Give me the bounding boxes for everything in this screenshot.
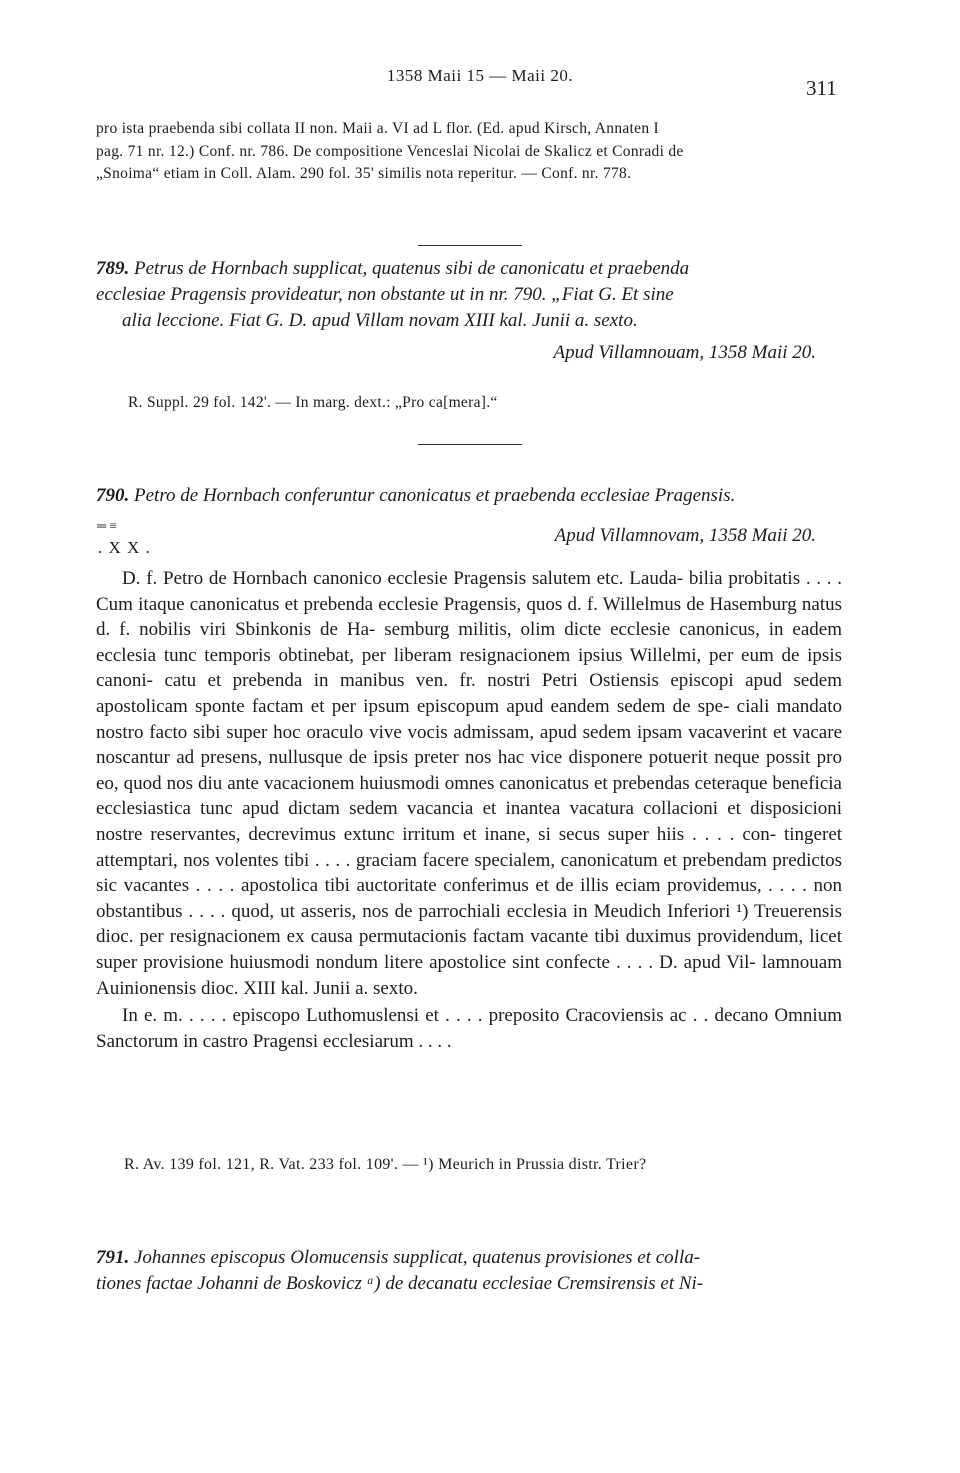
entry-790-source: R. Av. 139 fol. 121, R. Vat. 233 fol. 109'. — ¹) Meurich in Prussia distr. Trier? bbox=[124, 1156, 647, 1173]
running-header: 1358 Maii 15 — Maii 20. bbox=[386, 66, 574, 85]
letter-line: lamnouam Auinionensis dioc. XIII kal. Junii a. sexto. bbox=[96, 951, 843, 999]
entry-790-place-date: Apud Villamnovam, 1358 Maii 20. bbox=[554, 525, 816, 546]
letter-line: ipsam vacaverint et vacare noscantur ad presens, nullusque de ipsis preter nos bbox=[96, 721, 843, 769]
letter-line: semburg militis, olim dicte ecclesie canonicus, in eadem ecclesia tunc temporis bbox=[96, 619, 842, 666]
entry-789-line-2: ecclesiae Pragensis provideatur, non obstante ut in nr. 790. „Fiat G. Et sine bbox=[96, 284, 674, 305]
entry-789-text: Petrus de Hornbach supplicat, quatenus sibi de canonicatu et praebenda bbox=[134, 258, 690, 279]
note-line: pro ista praebenda sibi collata II non. Maii a. VI ad L flor. (Ed. apud Kirsch, Annaten I bbox=[96, 120, 660, 137]
entry-791-text: Johannes episcopus Olomucensis supplicat, quatenus provisiones et colla- bbox=[134, 1247, 701, 1268]
entry-789-line-3: alia leccione. Fiat G. D. apud Villam novam XIII kal. Junii a. sexto. bbox=[122, 310, 638, 331]
letter-line: tingeret attemptari, nos volentes tibi . . . . graciam facere specialem, canonicatum bbox=[96, 823, 843, 871]
entry-790-letter bbox=[96, 566, 842, 1054]
note-line: „Snoima“ etiam in Coll. Alam. 290 fol. 35' similis nota reperitur. — Conf. nr. 778. bbox=[96, 165, 632, 182]
letter-line: et de illis eciam providemus, . . . . non obstantibus . . . . quod, ut asseris, nos bbox=[96, 875, 842, 922]
entry-789-source: R. Suppl. 29 fol. 142'. — In marg. dext.: „Pro ca[mera].“ bbox=[128, 394, 498, 411]
letter-line: reservantes, decrevimus extunc irritum et inane, si secus super hiis . . . . con- bbox=[150, 823, 777, 845]
letter-line: provisione huiusmodi nondum litere apostolice sint confecte . . . . D. apud Vil- bbox=[143, 951, 756, 973]
entry-790-title: Petro de Hornbach conferuntur canonicatus et praebenda ecclesiae Pragensis. bbox=[134, 485, 736, 506]
letter-line: hac vice disponere potuerit neque possit pro eo, quod nos diu ante vacacionem bbox=[96, 747, 843, 794]
note-line: pag. 71 nr. 12.) Conf. nr. 786. De compositione Venceslai Nicolai de Skalicz et Conradi de bbox=[96, 142, 684, 160]
section-divider bbox=[418, 444, 522, 445]
entry-791-line-1 bbox=[96, 1245, 842, 1271]
letter-line: apud dictam sedem vacancia et inantea vacatura collacioni et disposicioni nostre bbox=[96, 798, 843, 845]
letter-line: de parrochiali ecclesia in Meudich Inferiori ¹) Treuerensis dioc. per resignacionem bbox=[96, 900, 842, 948]
page-number: 311 bbox=[806, 76, 837, 100]
letter-line: bilia probitatis . . . . Cum itaque canonicatus et prebenda ecclesie Pragensis, bbox=[96, 568, 842, 615]
letter-line: quos d. f. Willelmus de Hasemburg natus d. f. nobilis viri Sbinkonis de Ha- bbox=[96, 593, 843, 641]
entry-789-place-date: Apud Villamnouam, 1358 Maii 20. bbox=[553, 342, 816, 363]
entry-number: 791. bbox=[96, 1247, 130, 1268]
entry-791-line-2: tiones factae Johanni de Boskovicz ᵃ) de decanatu ecclesiae Cremsirensis et Ni- bbox=[96, 1273, 704, 1294]
letter-line: et prebendam predictos sic vacantes . . . . apostolica tibi auctoritate conferimus bbox=[96, 849, 843, 897]
letter-line: huiusmodi omnes canonicatus et prebendas ceteraque beneficia ecclesiastica tunc bbox=[96, 772, 842, 820]
register-signature: . X X . bbox=[98, 538, 151, 557]
letter-line: In e. m. . . . . episcopo Luthomuslensi et . . . . preposito Cracoviensis bbox=[122, 1005, 664, 1027]
letter-paragraph-2 bbox=[96, 1003, 842, 1054]
letter-line: catu et prebenda in manibus ven. fr. nostri Petri Ostiensis episcopi apud sedem bbox=[164, 670, 843, 692]
letter-line: ex causa permutacionis factam vacante tibi duximus providendum, licet super bbox=[96, 926, 843, 973]
letter-line: ciali mandato nostro facto sibi super hoc oraculo vive vocis admissam, apud sedem bbox=[96, 695, 843, 743]
entry-number: 789. bbox=[96, 258, 130, 279]
entry-790-heading bbox=[96, 483, 842, 509]
letter-paragraph-1 bbox=[96, 566, 842, 1001]
letter-line: obtinebat, per liberam resignacionem ipsius Willelmi, per eum de ipsis canoni- bbox=[96, 644, 842, 692]
entry-number: 790. bbox=[96, 485, 130, 506]
letter-line: ac . . decano Omnium Sanctorum in castro Pragensi ecclesiarum . . . . bbox=[96, 1005, 842, 1052]
entry-791 bbox=[96, 1245, 842, 1297]
entry-789-line-1 bbox=[96, 256, 842, 282]
letter-line: D. f. Petro de Hornbach canonico ecclesie Pragensis salutem etc. Lauda- bbox=[122, 568, 684, 589]
signature-marks: ═ ≡ bbox=[97, 518, 117, 533]
letter-line: apostolicam sponte factam et per ipsum episcopum apud eandem sedem de spe- bbox=[96, 695, 730, 717]
section-divider bbox=[418, 245, 522, 246]
top-note bbox=[96, 118, 842, 186]
entry-789 bbox=[96, 256, 842, 366]
